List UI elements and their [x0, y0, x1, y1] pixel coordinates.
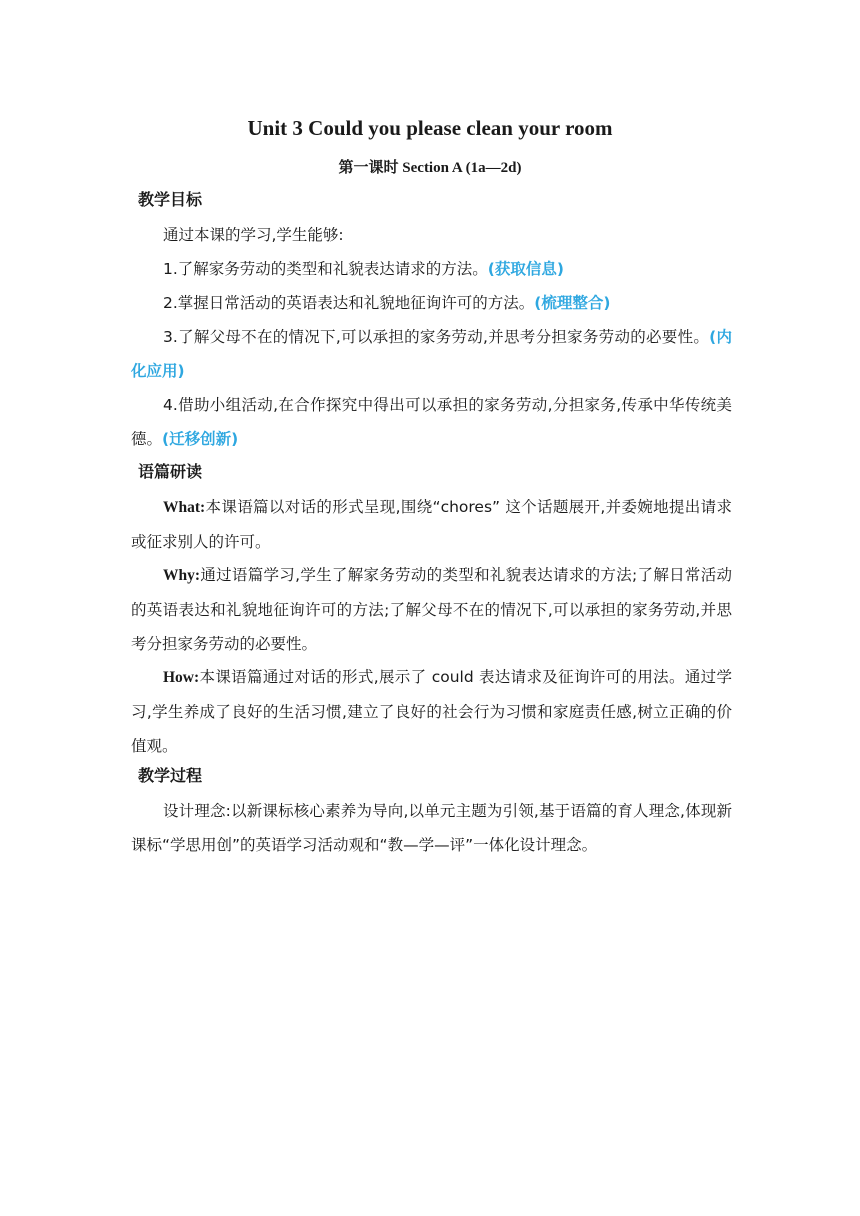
objectives-heading: 教学目标: [138, 190, 203, 209]
analysis-heading: 语篇研读: [138, 462, 203, 481]
objective-text: 1.了解家务劳动的类型和礼貌表达请求的方法。: [163, 260, 488, 278]
objective-item-2: [131, 286, 732, 320]
objective-tag: (迁移创新): [162, 430, 239, 448]
analysis-why: [131, 558, 732, 661]
process-heading: 教学过程: [138, 766, 203, 785]
document-title: Unit 3 Could you please clean your room: [247, 116, 613, 140]
objective-item-3: [131, 320, 732, 388]
what-label: What:: [163, 499, 206, 516]
why-text: 通过语篇学习,学生了解家务劳动的类型和礼貌表达请求的方法;了解日常活动的英语表达和礼貌地征询许可的方法;了解父母不在的情况下,可以承担的家务劳动,并思考分担家务劳动的必要性。: [131, 566, 732, 653]
objectives-intro: 通过本课的学习,学生能够:: [163, 226, 344, 244]
process-text: 设计理念:以新课标核心素养为导向,以单元主题为引领,基于语篇的育人理念,体现新课标“学思用创”的英语学习活动观和“教—学—评”一体化设计理念。: [131, 802, 732, 854]
objective-tag: (梳理整合): [534, 294, 611, 312]
objective-text: 2.掌握日常活动的英语表达和礼貌地征询许可的方法。: [163, 294, 535, 312]
objective-tag: (获取信息): [487, 260, 564, 278]
objective-tag: (内化应用): [131, 328, 732, 380]
objective-text: 4.借助小组活动,在合作探究中得出可以承担的家务劳动,分担家务,传承中华传统美德。: [131, 396, 732, 448]
analysis-what: [131, 490, 732, 559]
document-subtitle: 第一课时 Section A (1a—2d): [338, 160, 522, 176]
how-label: How:: [163, 669, 200, 686]
what-text: 本课语篇以对话的形式呈现,围绕“chores” 这个话题展开,并委婉地提出请求或征求别人的许可。: [131, 498, 732, 551]
analysis-how: [131, 660, 732, 763]
why-label: Why:: [163, 567, 201, 584]
objective-item-1: [131, 252, 732, 286]
how-text: 本课语篇通过对话的形式,展示了 could 表达请求及征询许可的用法。通过学习,学生养成了良好的生活习惯,建立了良好的社会行为习惯和家庭责任感,树立正确的价值观。: [131, 668, 732, 755]
objective-item-4: [131, 388, 732, 456]
objective-text: 3.了解父母不在的情况下,可以承担的家务劳动,并思考分担家务劳动的必要性。: [163, 328, 710, 346]
